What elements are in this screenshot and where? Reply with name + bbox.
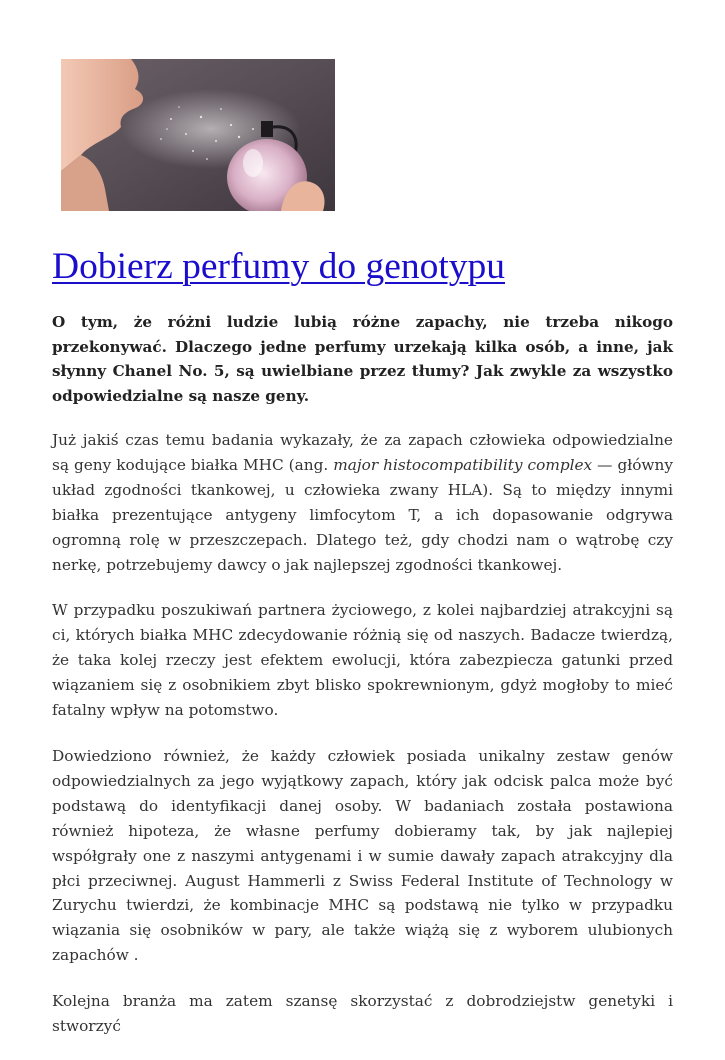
- paragraph-industry: Kolejna branża ma zatem szansę skorzystać z dobrodziejstw genetyki i stworzyć: [52, 992, 673, 1036]
- article-lead: O tym, że różni ludzie lubią różne zapachy, nie trzeba nikogo przekonywać. Dlaczego jedne perfumy urzekają kilka osób, a inne, jak słynny Chanel No. 5, są uwielbiane przez tłumy? Jak zwykle za wszystko odpowiedzialne są nasze geny.: [52, 313, 673, 405]
- article-title[interactable]: [52, 244, 505, 290]
- paragraph-mhc-text-end: — główny układ zgodności tkankowej, u człowieka zwany HLA). Są to między innymi białka prezentujące antygeny limfocytom T, a ich dopasowanie odgrywa ogromną rolę w przeszczepach. Dlatego też, gdy chodzi nam o wątrobę czy nerkę, potrzebujemy dawcy o jak najlepszej zgodności tkankowej.: [52, 455, 673, 574]
- paragraph-partner: W przypadku poszukiwań partnera życiowego, z kolei najbardziej atrakcyjni są ci, których białka MHC zdecydowanie różnią się od naszych. Badacze twierdzą, że taka kolej rzeczy jest efektem ewolucji, która zabezpiecza gatunki przed wiązaniem się z osobnikiem zbyt blisko spokrewnionym, gdyż mogłoby to mieć fatalny wpływ na potomstwo.: [52, 601, 673, 720]
- paragraph-mhc-text-start: Już jakiś czas temu badania wykazały, że za zapach człowieka odpowiedzialne są geny kodujące białka MHC (ang.: [52, 431, 673, 474]
- article-title-link[interactable]: Dobierz perfumy do genotypu: [52, 246, 506, 287]
- paragraph-hypothesis: Dowiedziono również, że każdy człowiek posiada unikalny zestaw genów odpowiedzialnych za jego wyjątkowy zapach, który jak odcisk palca może być podstawą do identyfikacji danej osoby. W badaniach została postawiona również hipoteza, że własne perfumy dobieramy tak, by jak najlepiej współgrały one z naszymi antygenami i w sumie dawały zapach atrakcyjny dla płci przeciwnej. August Hammerli z Swiss Federal Institute of Technology w Zurychu twierdzi, że kombinacje MHC są podstawą nie tylko w przypadku wiązania się osobników w pary, ale także wiążą się z wyborem ulubionych zapachów .: [52, 746, 673, 965]
- paragraph-mhc: [52, 428, 673, 577]
- paragraph-mhc-term: major histocompatibility complex: [333, 455, 593, 474]
- article-body: [52, 310, 673, 1060]
- perfume-spray-photo: [61, 59, 335, 211]
